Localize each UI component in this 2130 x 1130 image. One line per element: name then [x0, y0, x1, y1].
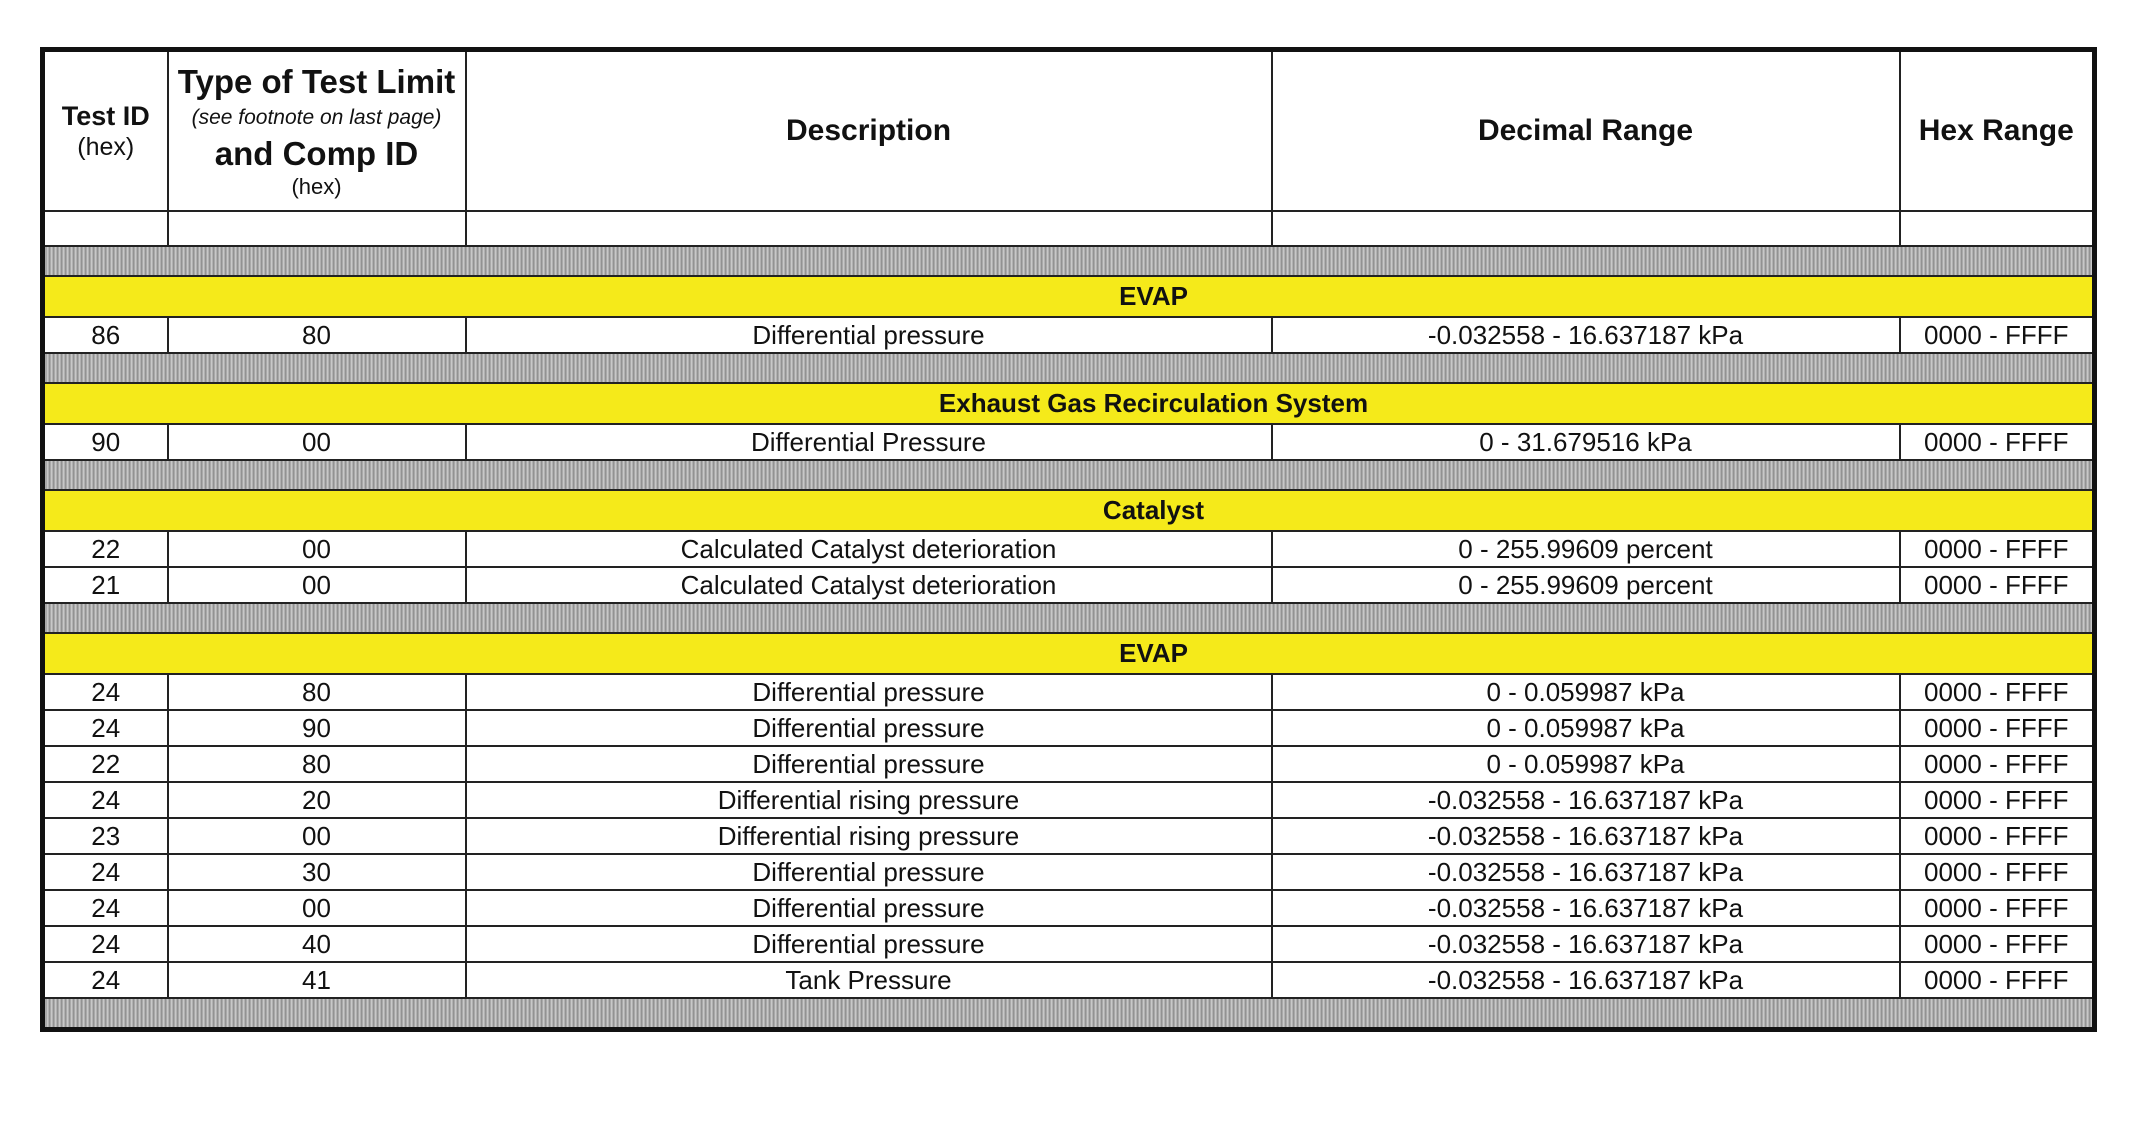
- table-row: [43, 746, 2095, 782]
- separator-cell: [43, 460, 2095, 490]
- comp-id-cell: 00: [168, 531, 466, 567]
- table-row: [43, 890, 2095, 926]
- table-row: [43, 854, 2095, 890]
- separator-cell: [43, 246, 2095, 276]
- table-row: [43, 710, 2095, 746]
- header-test-id: [43, 50, 168, 212]
- separator-cell: [43, 353, 2095, 383]
- comp-id-cell: 00: [168, 890, 466, 926]
- description-cell: Differential pressure: [466, 710, 1272, 746]
- section-title: Catalyst: [1102, 495, 1205, 525]
- blank-cell: [466, 211, 1272, 246]
- test-id-cell: 24: [43, 782, 168, 818]
- decimal-range-cell: -0.032558 - 16.637187 kPa: [1272, 782, 1900, 818]
- hex-range-cell: 0000 - FFFF: [1900, 567, 2095, 603]
- test-id-cell: 22: [43, 746, 168, 782]
- test-id-cell: 22: [43, 531, 168, 567]
- description-cell: Differential Pressure: [466, 424, 1272, 460]
- header-comp-sub: (hex): [291, 174, 342, 199]
- blank-cell: [1900, 211, 2095, 246]
- blank-cell: [1272, 211, 1900, 246]
- description-cell: Differential pressure: [466, 854, 1272, 890]
- description-cell: Differential pressure: [466, 890, 1272, 926]
- description-cell: Differential rising pressure: [466, 782, 1272, 818]
- section-header-cell: [43, 490, 2095, 531]
- section-header-row: [43, 276, 2095, 317]
- blank-cell: [168, 211, 466, 246]
- header-test-id-sub: (hex): [77, 133, 135, 161]
- section-header-cell: [43, 383, 2095, 424]
- blank-cell: [43, 211, 168, 246]
- decimal-range-cell: 0 - 31.679516 kPa: [1272, 424, 1900, 460]
- blank-row: [43, 211, 2095, 246]
- decimal-range-cell: -0.032558 - 16.637187 kPa: [1272, 926, 1900, 962]
- description-cell: Differential rising pressure: [466, 818, 1272, 854]
- comp-id-cell: 41: [168, 962, 466, 998]
- decimal-range-cell: -0.032558 - 16.637187 kPa: [1272, 962, 1900, 998]
- decimal-range-cell: -0.032558 - 16.637187 kPa: [1272, 317, 1900, 353]
- test-id-cell: 24: [43, 926, 168, 962]
- test-id-cell: 24: [43, 962, 168, 998]
- section-header-row: [43, 490, 2095, 531]
- section-header-cell: [43, 276, 2095, 317]
- decimal-range-cell: 0 - 0.059987 kPa: [1272, 746, 1900, 782]
- comp-id-cell: 40: [168, 926, 466, 962]
- decimal-range-cell: 0 - 255.99609 percent: [1272, 531, 1900, 567]
- hex-range-cell: 0000 - FFFF: [1900, 746, 2095, 782]
- section-title: Exhaust Gas Recirculation System: [938, 388, 1369, 418]
- table-body: [43, 211, 2095, 1030]
- separator-row: [43, 246, 2095, 276]
- description-cell: Tank Pressure: [466, 962, 1272, 998]
- separator-cell: [43, 603, 2095, 633]
- header-type-label: Type of Test Limit: [177, 63, 456, 100]
- hex-range-cell: 0000 - FFFF: [1900, 962, 2095, 998]
- table-row: [43, 424, 2095, 460]
- header-description: Description: [466, 50, 1272, 212]
- test-id-cell: 86: [43, 317, 168, 353]
- hex-range-cell: 0000 - FFFF: [1900, 782, 2095, 818]
- test-limit-table: [40, 47, 2097, 1032]
- decimal-range-cell: -0.032558 - 16.637187 kPa: [1272, 818, 1900, 854]
- comp-id-cell: 80: [168, 746, 466, 782]
- test-id-cell: 21: [43, 567, 168, 603]
- section-title: EVAP: [1119, 638, 1188, 668]
- comp-id-cell: 00: [168, 818, 466, 854]
- hex-range-cell: 0000 - FFFF: [1900, 424, 2095, 460]
- section-title: EVAP: [1119, 281, 1188, 311]
- comp-id-cell: 00: [168, 567, 466, 603]
- hex-range-cell: 0000 - FFFF: [1900, 531, 2095, 567]
- table-row: [43, 567, 2095, 603]
- hex-range-cell: 0000 - FFFF: [1900, 317, 2095, 353]
- header-type-comp-id: [168, 50, 466, 212]
- description-cell: Differential pressure: [466, 926, 1272, 962]
- table-row: [43, 674, 2095, 710]
- test-id-cell: 24: [43, 854, 168, 890]
- comp-id-cell: 30: [168, 854, 466, 890]
- header-type-footnote: (see footnote on last page): [191, 106, 442, 129]
- comp-id-cell: 80: [168, 317, 466, 353]
- hex-range-cell: 0000 - FFFF: [1900, 710, 2095, 746]
- decimal-range-cell: 0 - 255.99609 percent: [1272, 567, 1900, 603]
- hex-range-cell: 0000 - FFFF: [1900, 854, 2095, 890]
- separator-row: [43, 460, 2095, 490]
- section-header-cell: [43, 633, 2095, 674]
- section-header-row: [43, 633, 2095, 674]
- separator-row: [43, 603, 2095, 633]
- table-row: [43, 962, 2095, 998]
- table-row: [43, 531, 2095, 567]
- comp-id-cell: 00: [168, 424, 466, 460]
- table-row: [43, 317, 2095, 353]
- header-hex-range: Hex Range: [1900, 50, 2095, 212]
- header-decimal-range: Decimal Range: [1272, 50, 1900, 212]
- comp-id-cell: 90: [168, 710, 466, 746]
- hex-range-cell: 0000 - FFFF: [1900, 818, 2095, 854]
- description-cell: Differential pressure: [466, 746, 1272, 782]
- separator-row: [43, 353, 2095, 383]
- test-id-cell: 90: [43, 424, 168, 460]
- separator-row: [43, 998, 2095, 1030]
- hex-range-cell: 0000 - FFFF: [1900, 890, 2095, 926]
- decimal-range-cell: 0 - 0.059987 kPa: [1272, 674, 1900, 710]
- hex-range-cell: 0000 - FFFF: [1900, 674, 2095, 710]
- description-cell: Calculated Catalyst deterioration: [466, 531, 1272, 567]
- table-row: [43, 926, 2095, 962]
- separator-cell: [43, 998, 2095, 1030]
- test-id-cell: 24: [43, 710, 168, 746]
- description-cell: Differential pressure: [466, 317, 1272, 353]
- test-id-cell: 24: [43, 674, 168, 710]
- section-header-row: [43, 383, 2095, 424]
- decimal-range-cell: -0.032558 - 16.637187 kPa: [1272, 854, 1900, 890]
- table-row: [43, 818, 2095, 854]
- table-header-row: [43, 50, 2095, 212]
- test-id-cell: 24: [43, 890, 168, 926]
- decimal-range-cell: -0.032558 - 16.637187 kPa: [1272, 890, 1900, 926]
- test-id-cell: 23: [43, 818, 168, 854]
- hex-range-cell: 0000 - FFFF: [1900, 926, 2095, 962]
- header-test-id-label: Test ID: [61, 101, 150, 131]
- description-cell: Calculated Catalyst deterioration: [466, 567, 1272, 603]
- comp-id-cell: 20: [168, 782, 466, 818]
- decimal-range-cell: 0 - 0.059987 kPa: [1272, 710, 1900, 746]
- header-comp-label: and Comp ID: [214, 135, 419, 172]
- comp-id-cell: 80: [168, 674, 466, 710]
- table-row: [43, 782, 2095, 818]
- description-cell: Differential pressure: [466, 674, 1272, 710]
